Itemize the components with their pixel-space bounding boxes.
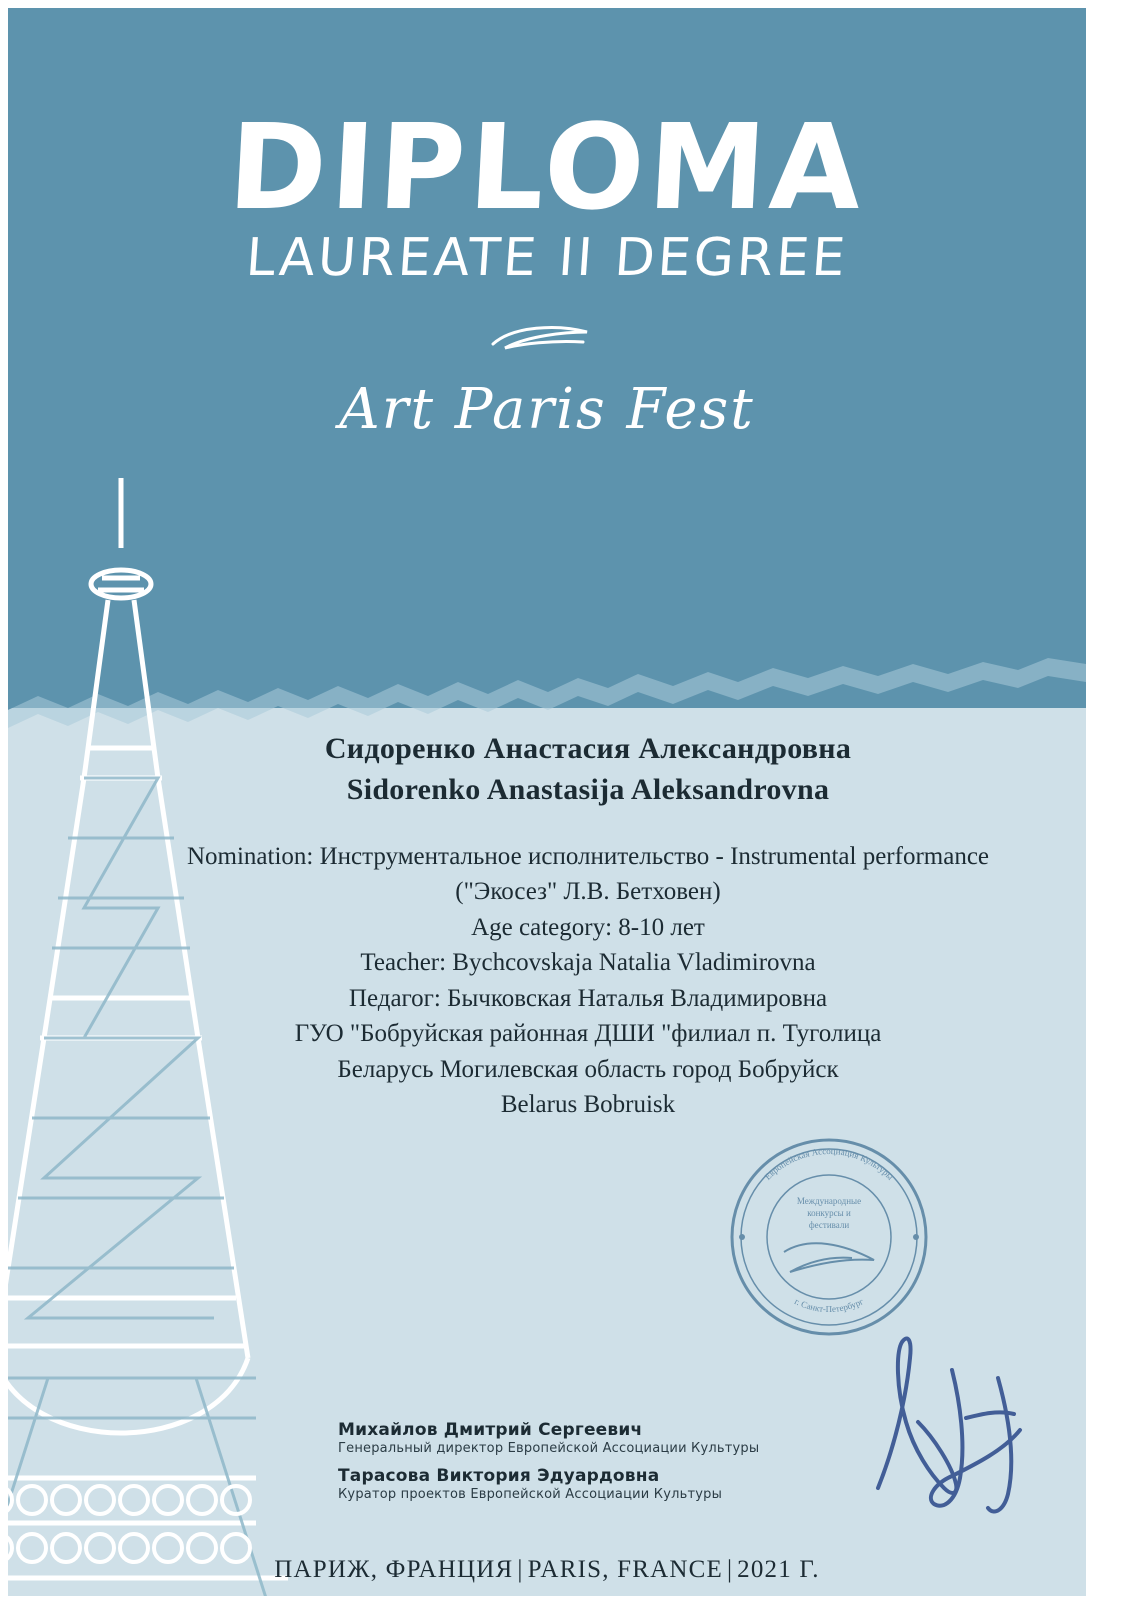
detail-location-en: Belarus Bobruisk xyxy=(500,1091,676,1119)
diploma-details xyxy=(148,839,1028,1123)
event-name: Art Paris Fest xyxy=(339,377,755,442)
signature-block xyxy=(338,1420,898,1512)
official-seal-stamp xyxy=(724,1132,934,1342)
place-en: PARIS, FRANCE xyxy=(527,1556,723,1583)
recipient-name xyxy=(148,728,1028,811)
diploma-body xyxy=(148,728,1028,1123)
place-ru: ПАРИЖ, ФРАНЦИЯ xyxy=(274,1556,514,1583)
footer-year: 2021 Г. xyxy=(737,1556,820,1583)
detail-teacher-en: Teacher: Bychcovskaja Natalia Vladimirovna xyxy=(360,949,816,977)
swoosh-ornament-icon xyxy=(487,322,607,356)
signatory-1-role: Генеральный директор Европейской Ассоциации Культуры xyxy=(338,1441,760,1456)
detail-teacher-ru: Педагог: Бычковская Наталья Владимировна xyxy=(348,984,828,1012)
detail-location-ru: Беларусь Могилевская область город Бобруйск xyxy=(337,1055,839,1083)
stamp-inner-line-1: Международные xyxy=(796,1196,862,1206)
page-title: DIPLOMA xyxy=(225,98,869,236)
footer-separator-1: | xyxy=(517,1556,524,1583)
stamp-inner-line-3: фестивали xyxy=(808,1220,850,1230)
diploma-page xyxy=(8,8,1086,1596)
stamp-outer-text-top: Европейская Ассоциация Культуры xyxy=(762,1145,896,1182)
signatory-1-name: Михайлов Дмитрий Сергеевич xyxy=(338,1420,643,1440)
detail-piece: ("Экосез" Л.В. Бетховен) xyxy=(455,878,721,906)
signatory-2-name: Тарасова Виктория Эдуардовна xyxy=(338,1466,660,1486)
stamp-inner-line-2: конкурсы и xyxy=(807,1208,851,1218)
detail-nomination: Nomination: Инструментальное исполнительство - Instrumental performance xyxy=(186,842,990,870)
footer-separator-2: | xyxy=(726,1556,734,1583)
diploma-heading xyxy=(8,98,1086,442)
footer-place-line xyxy=(8,1556,1086,1584)
diploma-subtitle: LAUREATE II DEGREE xyxy=(244,228,850,288)
detail-institution: ГУО "Бобруйская районная ДШИ "филиал п. Туголица xyxy=(294,1020,882,1048)
recipient-name-ru: Сидоренко Анастасия Александровна xyxy=(324,732,852,765)
stamp-outer-text-bottom: г. Санкт-Петербург xyxy=(792,1296,866,1315)
recipient-name-en: Sidorenko Anastasija Aleksandrovna xyxy=(346,773,830,807)
detail-age-category: Age category: 8-10 лет xyxy=(471,913,705,941)
signatory-2-role: Куратор проектов Европейской Ассоциации Культуры xyxy=(338,1487,723,1502)
